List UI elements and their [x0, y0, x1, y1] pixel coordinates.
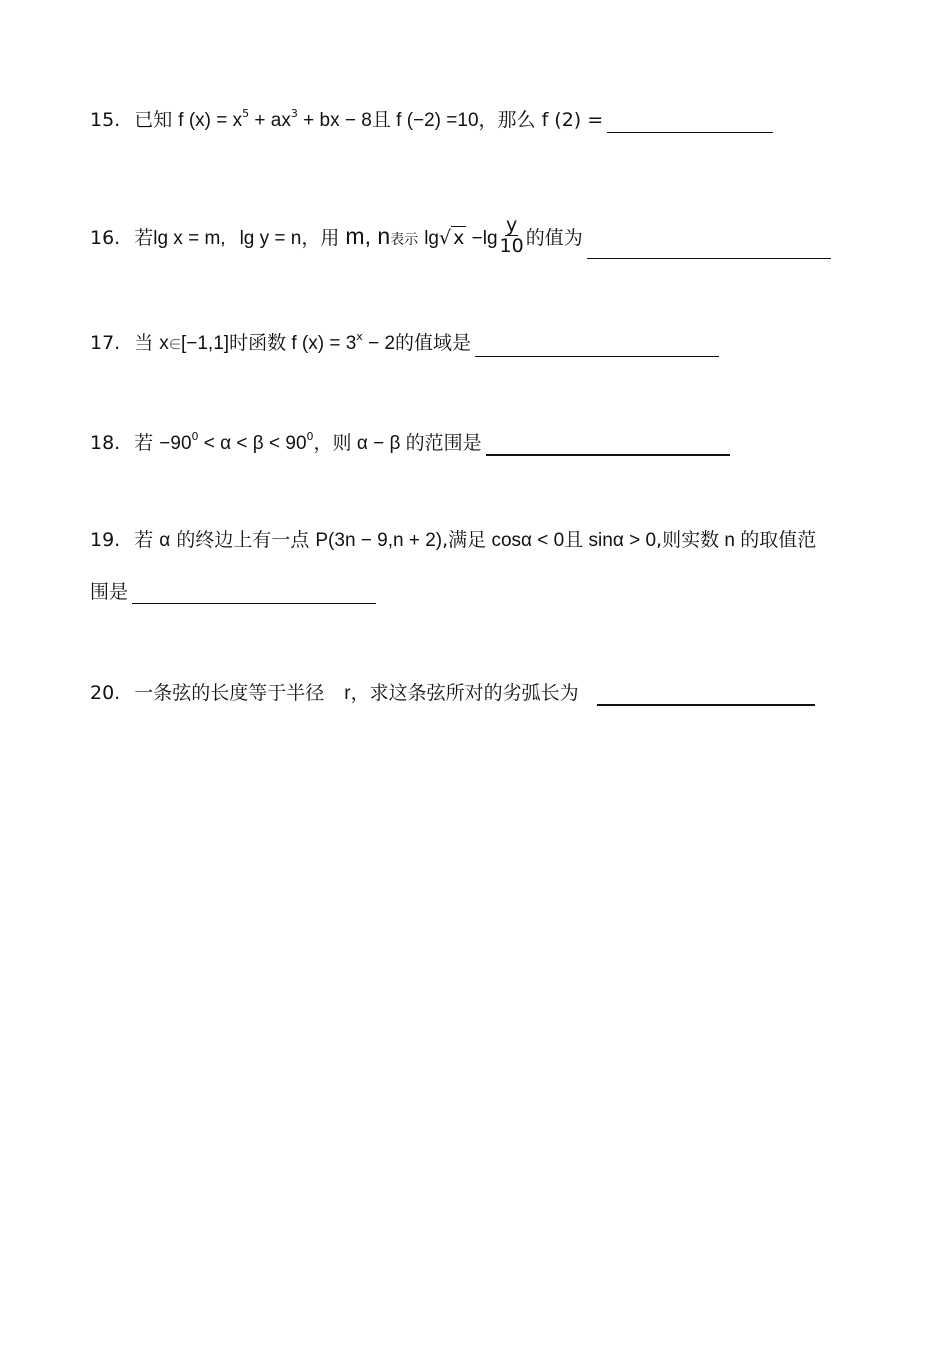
question-text: 表示 — [390, 232, 419, 248]
math-expression: cosα < 0 — [486, 530, 565, 551]
math-expression: lg — [424, 228, 439, 249]
question-text: 的终边上有一点 — [176, 529, 310, 551]
question-number: 16. — [90, 227, 121, 249]
math-expression: f (−2) =10 — [390, 110, 479, 131]
math-expression: f (x) = 3 — [286, 333, 357, 354]
exponent: x — [356, 330, 363, 343]
math-expression: lg x = m, — [153, 228, 226, 249]
answer-blank[interactable] — [607, 112, 773, 133]
answer-blank[interactable] — [486, 434, 730, 456]
exponent: 5 — [242, 107, 250, 120]
question-15 — [90, 108, 773, 133]
question-text: 若 — [134, 227, 154, 249]
question-text: 时函数 — [229, 332, 287, 354]
question-text: 的取值范 — [740, 529, 817, 551]
math-expression: −90 — [159, 433, 192, 454]
question-number: 20. — [90, 682, 121, 704]
question-text: 若 — [134, 432, 154, 454]
question-text: ,满足 — [442, 529, 487, 551]
question-text: ，则 — [313, 432, 352, 454]
math-expression: x — [159, 333, 169, 354]
math-expression: α — [159, 530, 171, 551]
question-text: 围是 — [90, 581, 129, 603]
question-text: ,则实数 — [656, 529, 720, 551]
math-expression: m, n — [345, 223, 391, 249]
question-text: 且 — [564, 529, 584, 551]
question-text: 已知 — [134, 109, 173, 131]
question-text: 的范围是 — [405, 432, 482, 454]
question-text: 若 — [134, 529, 154, 551]
question-text: ，求这条弦所对的劣弧长为 — [350, 682, 579, 704]
math-expression: − 2 — [362, 333, 396, 354]
sqrt-expression: √ x — [438, 227, 465, 249]
answer-blank[interactable] — [475, 336, 719, 357]
math-expression: sinα > 0 — [583, 530, 657, 551]
question-text: 的值为 — [525, 227, 583, 249]
question-number: 17. — [90, 332, 121, 354]
question-number: 19. — [90, 529, 121, 551]
math-expression: n — [719, 530, 741, 551]
math-expression: < α < β < 90 — [198, 433, 307, 454]
math-expression: r — [344, 683, 351, 704]
answer-blank[interactable] — [132, 583, 376, 604]
question-18 — [90, 431, 730, 456]
math-expression: + bx − 8 — [297, 110, 372, 131]
question-20 — [90, 681, 815, 706]
math-expression: [−1,1] — [180, 333, 230, 354]
answer-blank[interactable] — [587, 238, 831, 259]
degree-mark: 0 — [306, 430, 314, 443]
math-expression: + ax — [249, 110, 291, 131]
math-expression: lg y = n，用 — [239, 228, 340, 249]
math-expression: ∈ — [168, 337, 181, 353]
question-text: 的值域是 — [395, 332, 472, 354]
math-expression: −lg — [466, 228, 498, 249]
question-text: 当 — [134, 332, 154, 354]
question-number: 18. — [90, 432, 121, 454]
answer-blank[interactable] — [597, 684, 815, 706]
fraction: $\frac{y}{10}$ — [499, 214, 524, 257]
question-text: 且 — [371, 109, 391, 131]
degree-mark: 0 — [191, 430, 199, 443]
question-19-continued — [90, 580, 376, 604]
math-expression: P(3n − 9,n + 2) — [315, 530, 443, 551]
question-17 — [90, 331, 719, 357]
question-16 — [90, 214, 831, 259]
math-expression: α − β — [351, 433, 406, 454]
question-text: 一条弦的长度等于半径 — [134, 682, 325, 704]
question-text: ，那么 f (2) = — [478, 109, 604, 131]
question-19 — [90, 528, 816, 553]
question-number: 15. — [90, 109, 121, 131]
exponent: 3 — [290, 107, 298, 120]
math-expression: f (x) = x — [178, 110, 243, 131]
